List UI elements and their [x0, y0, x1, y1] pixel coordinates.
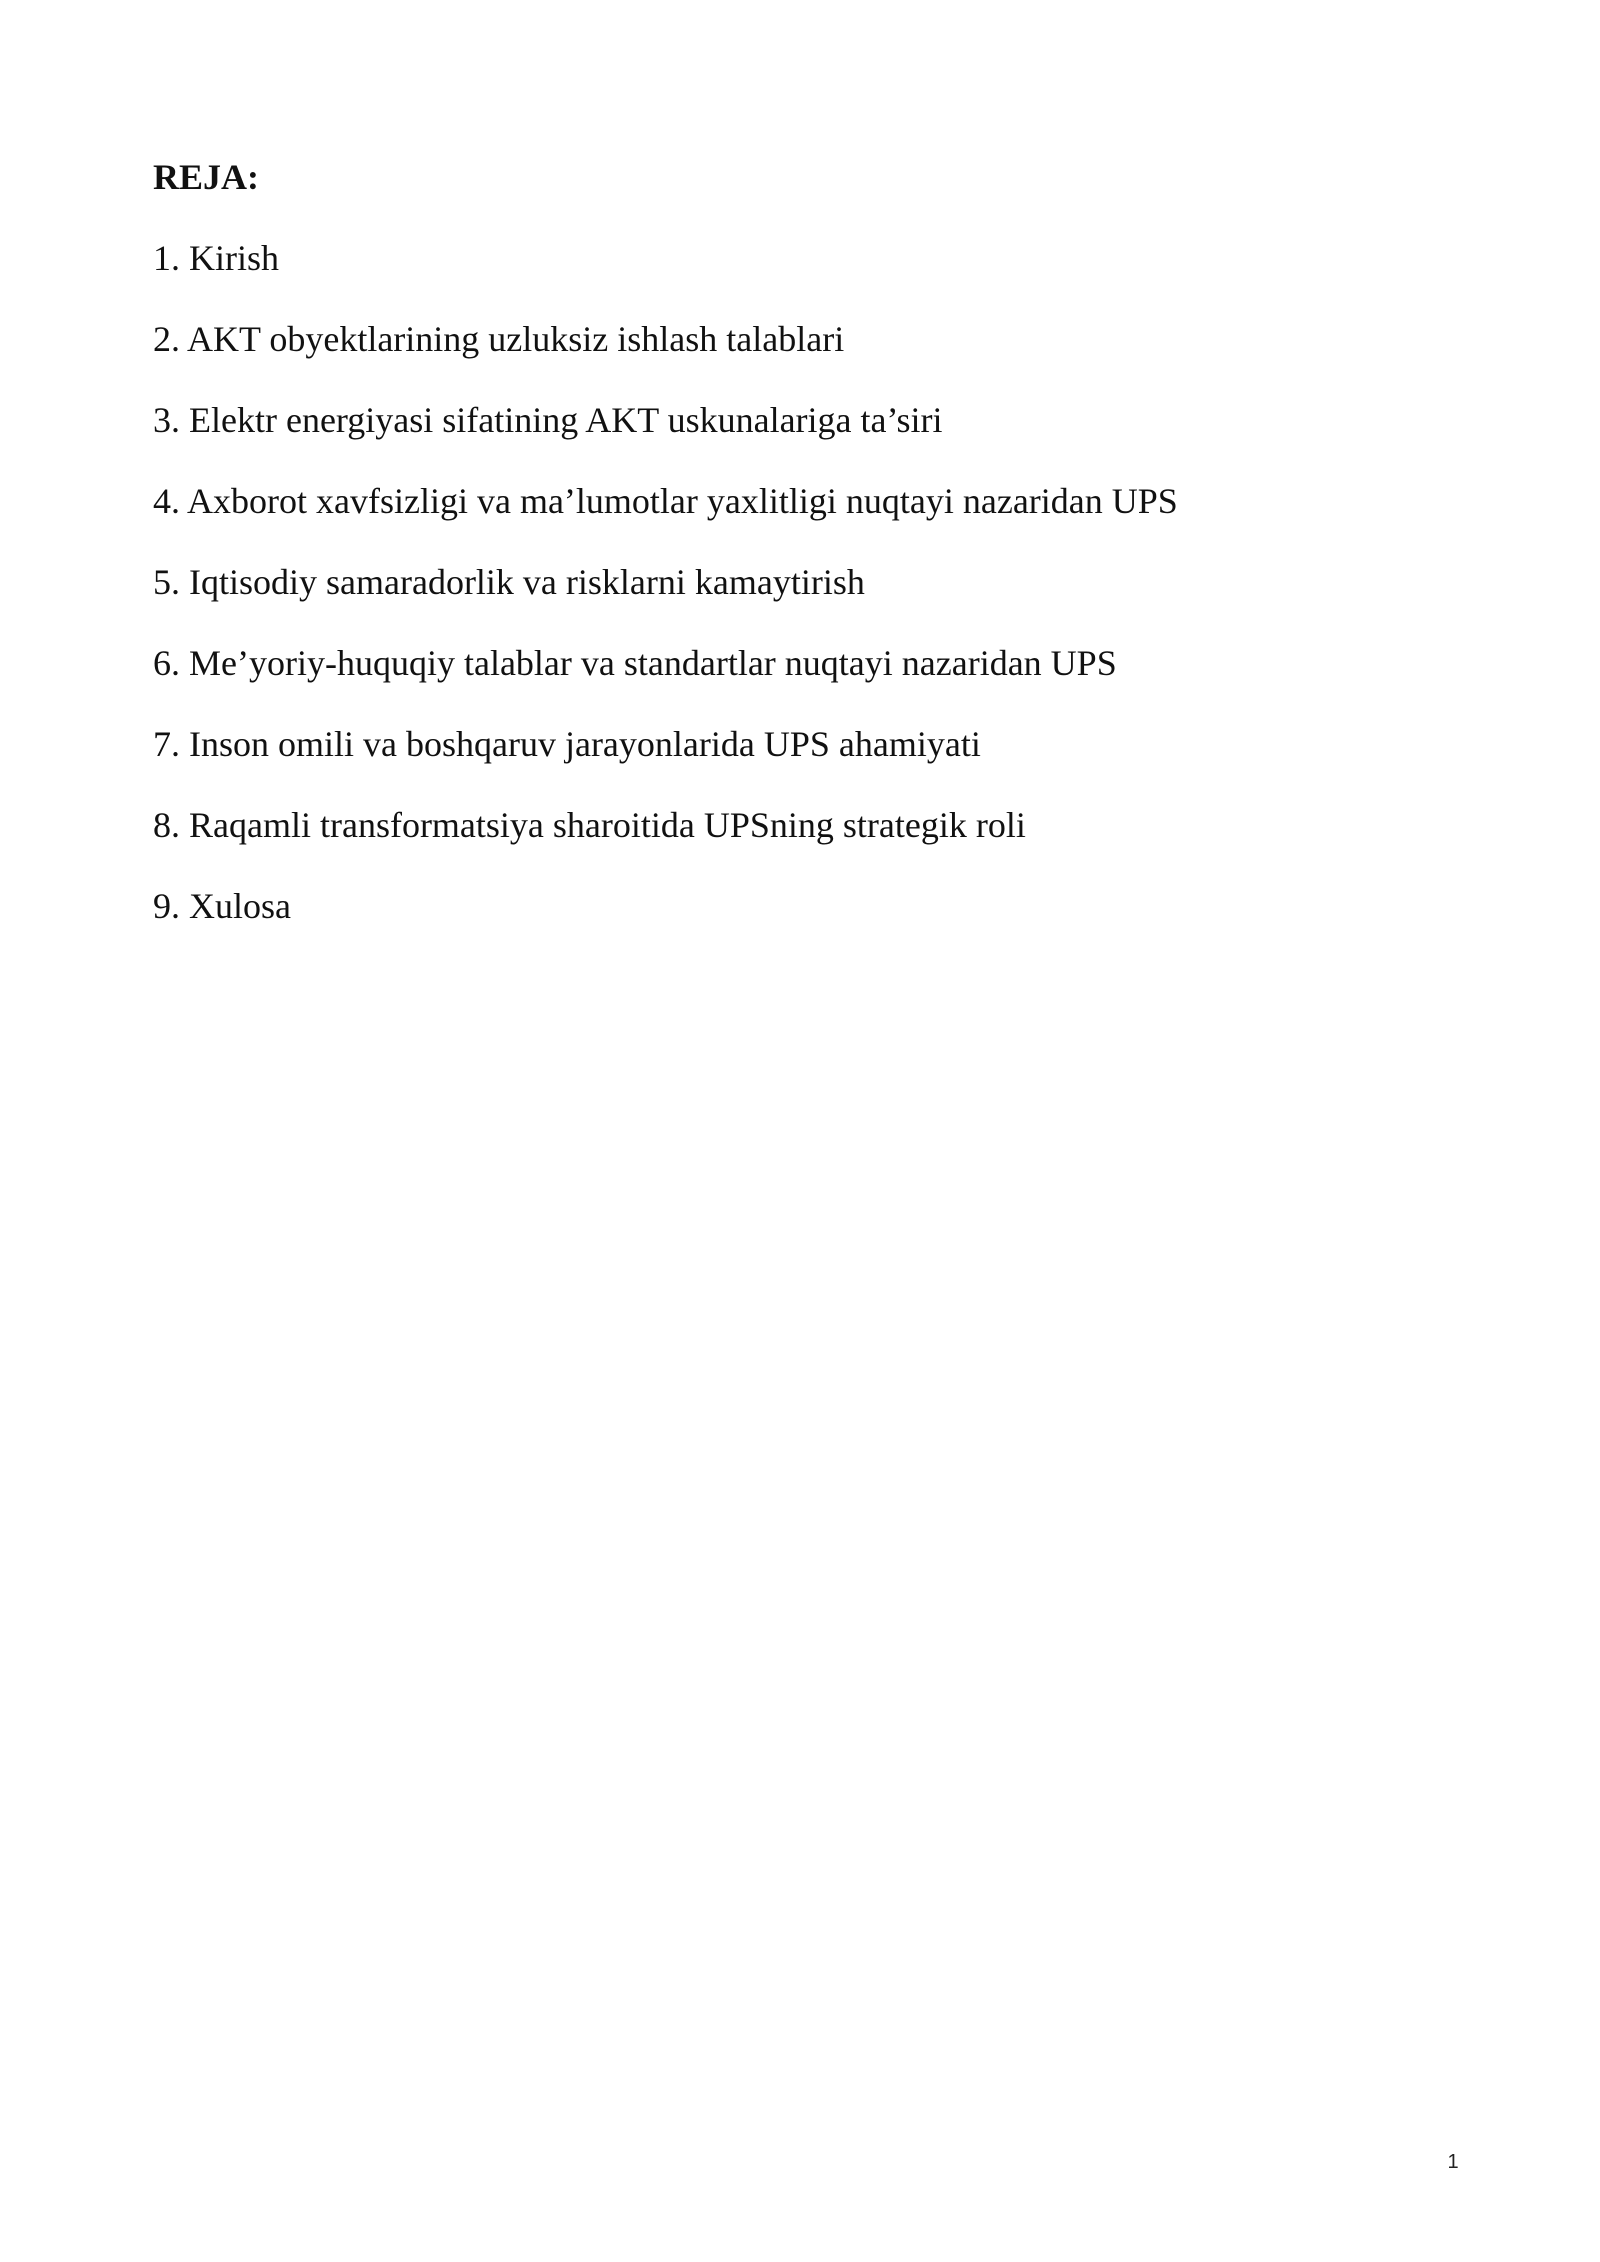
plan-list — [153, 231, 1453, 933]
plan-item-7: 7. Inson omili va boshqaruv jarayonlarida UPS ahamiyati — [153, 724, 981, 764]
document-content — [153, 150, 1453, 960]
plan-item-2: 2. AKT obyektlarining uzluksiz ishlash talablari — [153, 319, 845, 359]
plan-item-9: 9. Xulosa — [153, 886, 291, 926]
plan-heading: REJA: — [153, 157, 259, 197]
plan-item-8: 8. Raqamli transformatsiya sharoitida UPSning strategik roli — [153, 805, 1026, 845]
plan-item-5: 5. Iqtisodiy samaradorlik va risklarni kamaytirish — [153, 562, 865, 602]
page-number: 1 — [1447, 2151, 1459, 2173]
plan-item-4: 4. Axborot xavfsizligi va ma’lumotlar yaxlitligi nuqtayi nazaridan UPS — [153, 481, 1178, 521]
plan-item-6: 6. Me’yoriy-huquqiy talablar va standartlar nuqtayi nazaridan UPS — [153, 643, 1117, 683]
plan-item-3: 3. Elektr energiyasi sifatining AKT uskunalariga ta’siri — [153, 400, 943, 440]
plan-item-1: 1. Kirish — [153, 238, 279, 278]
